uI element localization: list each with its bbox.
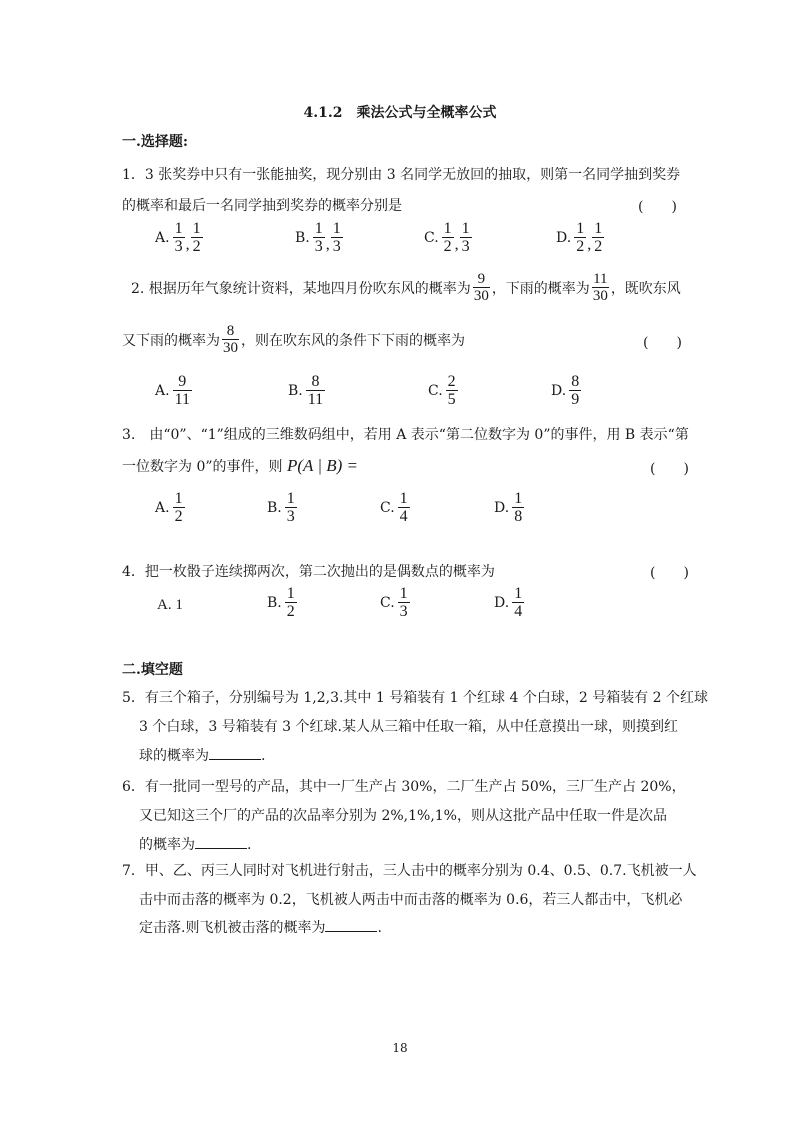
- numerator: 1: [286, 585, 295, 602]
- q2-line1: [131, 271, 681, 304]
- q3-option-a-label: A.: [155, 499, 170, 516]
- fraction: [592, 271, 609, 304]
- q1-option-a-label: A.: [155, 229, 170, 246]
- q5-answer-blank[interactable]: [209, 745, 261, 760]
- q6-answer-blank[interactable]: [195, 834, 247, 849]
- q1-option-b-value: $\frac{1}{3}$ , $\frac{1}{3}$: [314, 220, 341, 255]
- denominator: 3: [332, 238, 341, 255]
- numerator: 1: [514, 490, 523, 507]
- numerator: 1: [174, 220, 183, 237]
- q6-end: .: [247, 837, 252, 853]
- q2-text-e: ，则在吹东风的条件下下雨的概率为: [241, 332, 465, 349]
- fraction: [512, 585, 524, 620]
- denominator: 3: [399, 603, 408, 620]
- numerator: 1: [443, 220, 452, 237]
- denominator: 3: [461, 238, 470, 255]
- fraction: [173, 490, 185, 525]
- q3-option-d: [494, 490, 525, 525]
- q7-answer-blank[interactable]: [325, 917, 377, 932]
- q3-formula: P(A | B) =: [286, 456, 359, 475]
- numerator: 1: [594, 220, 603, 237]
- numerator: 8: [571, 373, 580, 390]
- numerator: 1: [314, 220, 323, 237]
- fraction: [173, 220, 185, 255]
- numerator: 1: [514, 585, 523, 602]
- q4-answer-paren: ( ): [650, 565, 689, 581]
- numerator: 1: [332, 220, 341, 237]
- q4-line1: 4．把一枚骰子连续掷两次，第二次抛出的是偶数点的概率为: [122, 564, 495, 580]
- q1-answer-paren: ( ): [638, 199, 677, 215]
- fraction: [592, 220, 604, 255]
- q3-line1: 3. 由“0”、“1”组成的三维数码组中，若用 A 表示“第二位数字为 0”的事件，用 B 表示“第: [122, 427, 689, 443]
- q1-option-d: [556, 220, 605, 255]
- q4-option-b: [267, 585, 298, 620]
- q2-text-b: ，下雨的概率为: [491, 280, 590, 297]
- numerator: 8: [226, 323, 235, 339]
- section-heading-fill: 二.填空题: [122, 662, 183, 678]
- q1-line2: 的概率和最后一名同学抽到奖券的概率分别是: [122, 198, 402, 214]
- denominator: 3: [174, 238, 183, 255]
- q1-option-a: [155, 220, 204, 255]
- denominator: 8: [514, 508, 523, 525]
- numerator: 1: [174, 490, 183, 507]
- fraction: [222, 323, 239, 356]
- fraction: [398, 585, 410, 620]
- denominator: 30: [223, 340, 238, 356]
- denominator: 2: [192, 238, 201, 255]
- q3-option-c-label: C.: [380, 499, 395, 516]
- denominator: 2: [594, 238, 603, 255]
- q2-text-d: 又下雨的概率为: [122, 332, 220, 349]
- numerator: 9: [477, 271, 486, 287]
- numerator: 1: [399, 585, 408, 602]
- fraction: [446, 373, 458, 408]
- q6-line1: 6．有一批同一型号的产品，其中一厂生产占 30%，二厂生产占 50%，三厂生产占 20%，: [122, 779, 686, 795]
- q5-line1: 5．有三个箱子，分别编号为 1,2,3.其中 1 号箱装有 1 个红球 4 个白球，2 号箱装有 2 个红球: [122, 690, 709, 706]
- q7-end: .: [377, 920, 382, 936]
- denominator: 30: [473, 288, 489, 304]
- fraction: [313, 220, 325, 255]
- q7-line1: 7．甲、乙、丙三人同时对飞机进行射击，三人击中的概率分别为 0.4、0.5、0.7.飞机被一人: [122, 863, 697, 879]
- q1-option-d-value: $\frac{1}{2}$ , $\frac{1}{2}$: [576, 220, 603, 255]
- denominator: 11: [307, 391, 324, 408]
- fraction: [473, 271, 490, 304]
- q2-option-b: [288, 373, 326, 408]
- q2-text-a: 2. 根据历年气象统计资料，某地四月份吹东风的概率为: [131, 280, 471, 297]
- numerator: 8: [311, 373, 320, 390]
- q1-option-b: [295, 220, 344, 255]
- denominator: 3: [314, 238, 323, 255]
- denominator: 3: [286, 508, 295, 525]
- q7-line2: 击中而击落的概率为 0.2，飞机被人两击中而击落的概率为 0.6，若三人都击中，飞机必: [139, 892, 683, 908]
- q2-option-d-label: D.: [551, 382, 567, 399]
- q2-option-c: [428, 373, 459, 408]
- q5-end: .: [261, 748, 266, 764]
- fraction: [460, 220, 472, 255]
- denominator: 4: [514, 603, 523, 620]
- fraction: [398, 490, 410, 525]
- q2-text-c: ，既吹东风: [610, 280, 681, 297]
- q1-option-d-label: D.: [556, 229, 572, 246]
- denominator: 4: [399, 508, 408, 525]
- q2-answer-paren: ( ): [643, 335, 682, 351]
- q4-option-c: [380, 585, 411, 620]
- q7-line3: [139, 917, 382, 937]
- section-heading-choice: 一.选择题:: [122, 134, 189, 150]
- q7-text: 定击落.则飞机被击落的概率为: [139, 920, 326, 936]
- page-number: 18: [392, 1041, 408, 1055]
- fraction: [285, 490, 297, 525]
- q3-option-d-label: D.: [494, 499, 510, 516]
- numerator: 1: [286, 490, 295, 507]
- numerator: 1: [576, 220, 585, 237]
- q3-answer-paren: ( ): [650, 461, 689, 477]
- q4-option-d-label: D.: [494, 594, 510, 611]
- fraction: [442, 220, 454, 255]
- q6-line3: [139, 834, 251, 854]
- q1-option-b-label: B.: [295, 229, 310, 246]
- q2-line2: [122, 323, 465, 356]
- page-title: 4.1.2 乘法公式与全概率公式: [303, 105, 497, 121]
- denominator: 9: [571, 391, 580, 408]
- denominator: 2: [286, 603, 295, 620]
- denominator: 30: [592, 288, 608, 304]
- fraction: [569, 373, 581, 408]
- fraction: [285, 585, 297, 620]
- denominator: 2: [174, 508, 183, 525]
- q2-option-a: [155, 373, 193, 408]
- denominator: 2: [576, 238, 585, 255]
- q5-line3: [139, 745, 265, 765]
- q4-option-d: [494, 585, 525, 620]
- fraction: [306, 373, 325, 408]
- fraction: [191, 220, 203, 255]
- q6-line2: 又已知这三个厂的产品的次品率分别为 2%,1%,1%，则从这批产品中任取一件是次品: [139, 808, 667, 824]
- q5-text: 球的概率为: [139, 748, 209, 764]
- q2-option-b-label: B.: [288, 382, 303, 399]
- q6-text: 的概率为: [139, 837, 195, 853]
- fraction: [173, 373, 192, 408]
- q4-option-b-label: B.: [267, 594, 282, 611]
- numerator: 1: [399, 490, 408, 507]
- q3-option-b-label: B.: [267, 499, 282, 516]
- q5-line2: 3 个白球，3 号箱装有 3 个红球.某人从三箱中任取一箱，从中任意摸出一球，则摸到红: [139, 719, 678, 735]
- fraction: [512, 490, 524, 525]
- q3-option-a: [155, 490, 186, 525]
- numerator: 9: [178, 373, 187, 390]
- denominator: 2: [443, 238, 452, 255]
- q1-option-c-label: C.: [424, 229, 439, 246]
- q4-option-a: A. 1: [157, 597, 183, 613]
- numerator: 11: [593, 271, 608, 287]
- q2-option-c-label: C.: [428, 382, 443, 399]
- denominator: 5: [447, 391, 456, 408]
- fraction: [331, 220, 343, 255]
- q1-option-c: [424, 220, 473, 255]
- q3-line2: [122, 456, 358, 476]
- q4-option-c-label: C.: [380, 594, 395, 611]
- fraction: [574, 220, 586, 255]
- numerator: 2: [447, 373, 456, 390]
- q3-text-a: 一位数字为 0”的事件，则: [122, 459, 283, 475]
- q1-option-a-value: $\frac{1}{3}$ , $\frac{1}{2}$: [174, 220, 201, 255]
- q1-option-c-value: $\frac{1}{2}$ , $\frac{1}{3}$: [443, 220, 470, 255]
- numerator: 1: [192, 220, 201, 237]
- q1-line1: 1．3 张奖券中只有一张能抽奖，现分别由 3 名同学无放回的抽取，则第一名同学抽到奖券: [122, 167, 681, 183]
- numerator: 1: [461, 220, 470, 237]
- q2-option-a-label: A.: [155, 382, 170, 399]
- denominator: 11: [174, 391, 190, 408]
- q3-option-b: [267, 490, 298, 525]
- q3-option-c: [380, 490, 411, 525]
- q2-option-d: [551, 373, 582, 408]
